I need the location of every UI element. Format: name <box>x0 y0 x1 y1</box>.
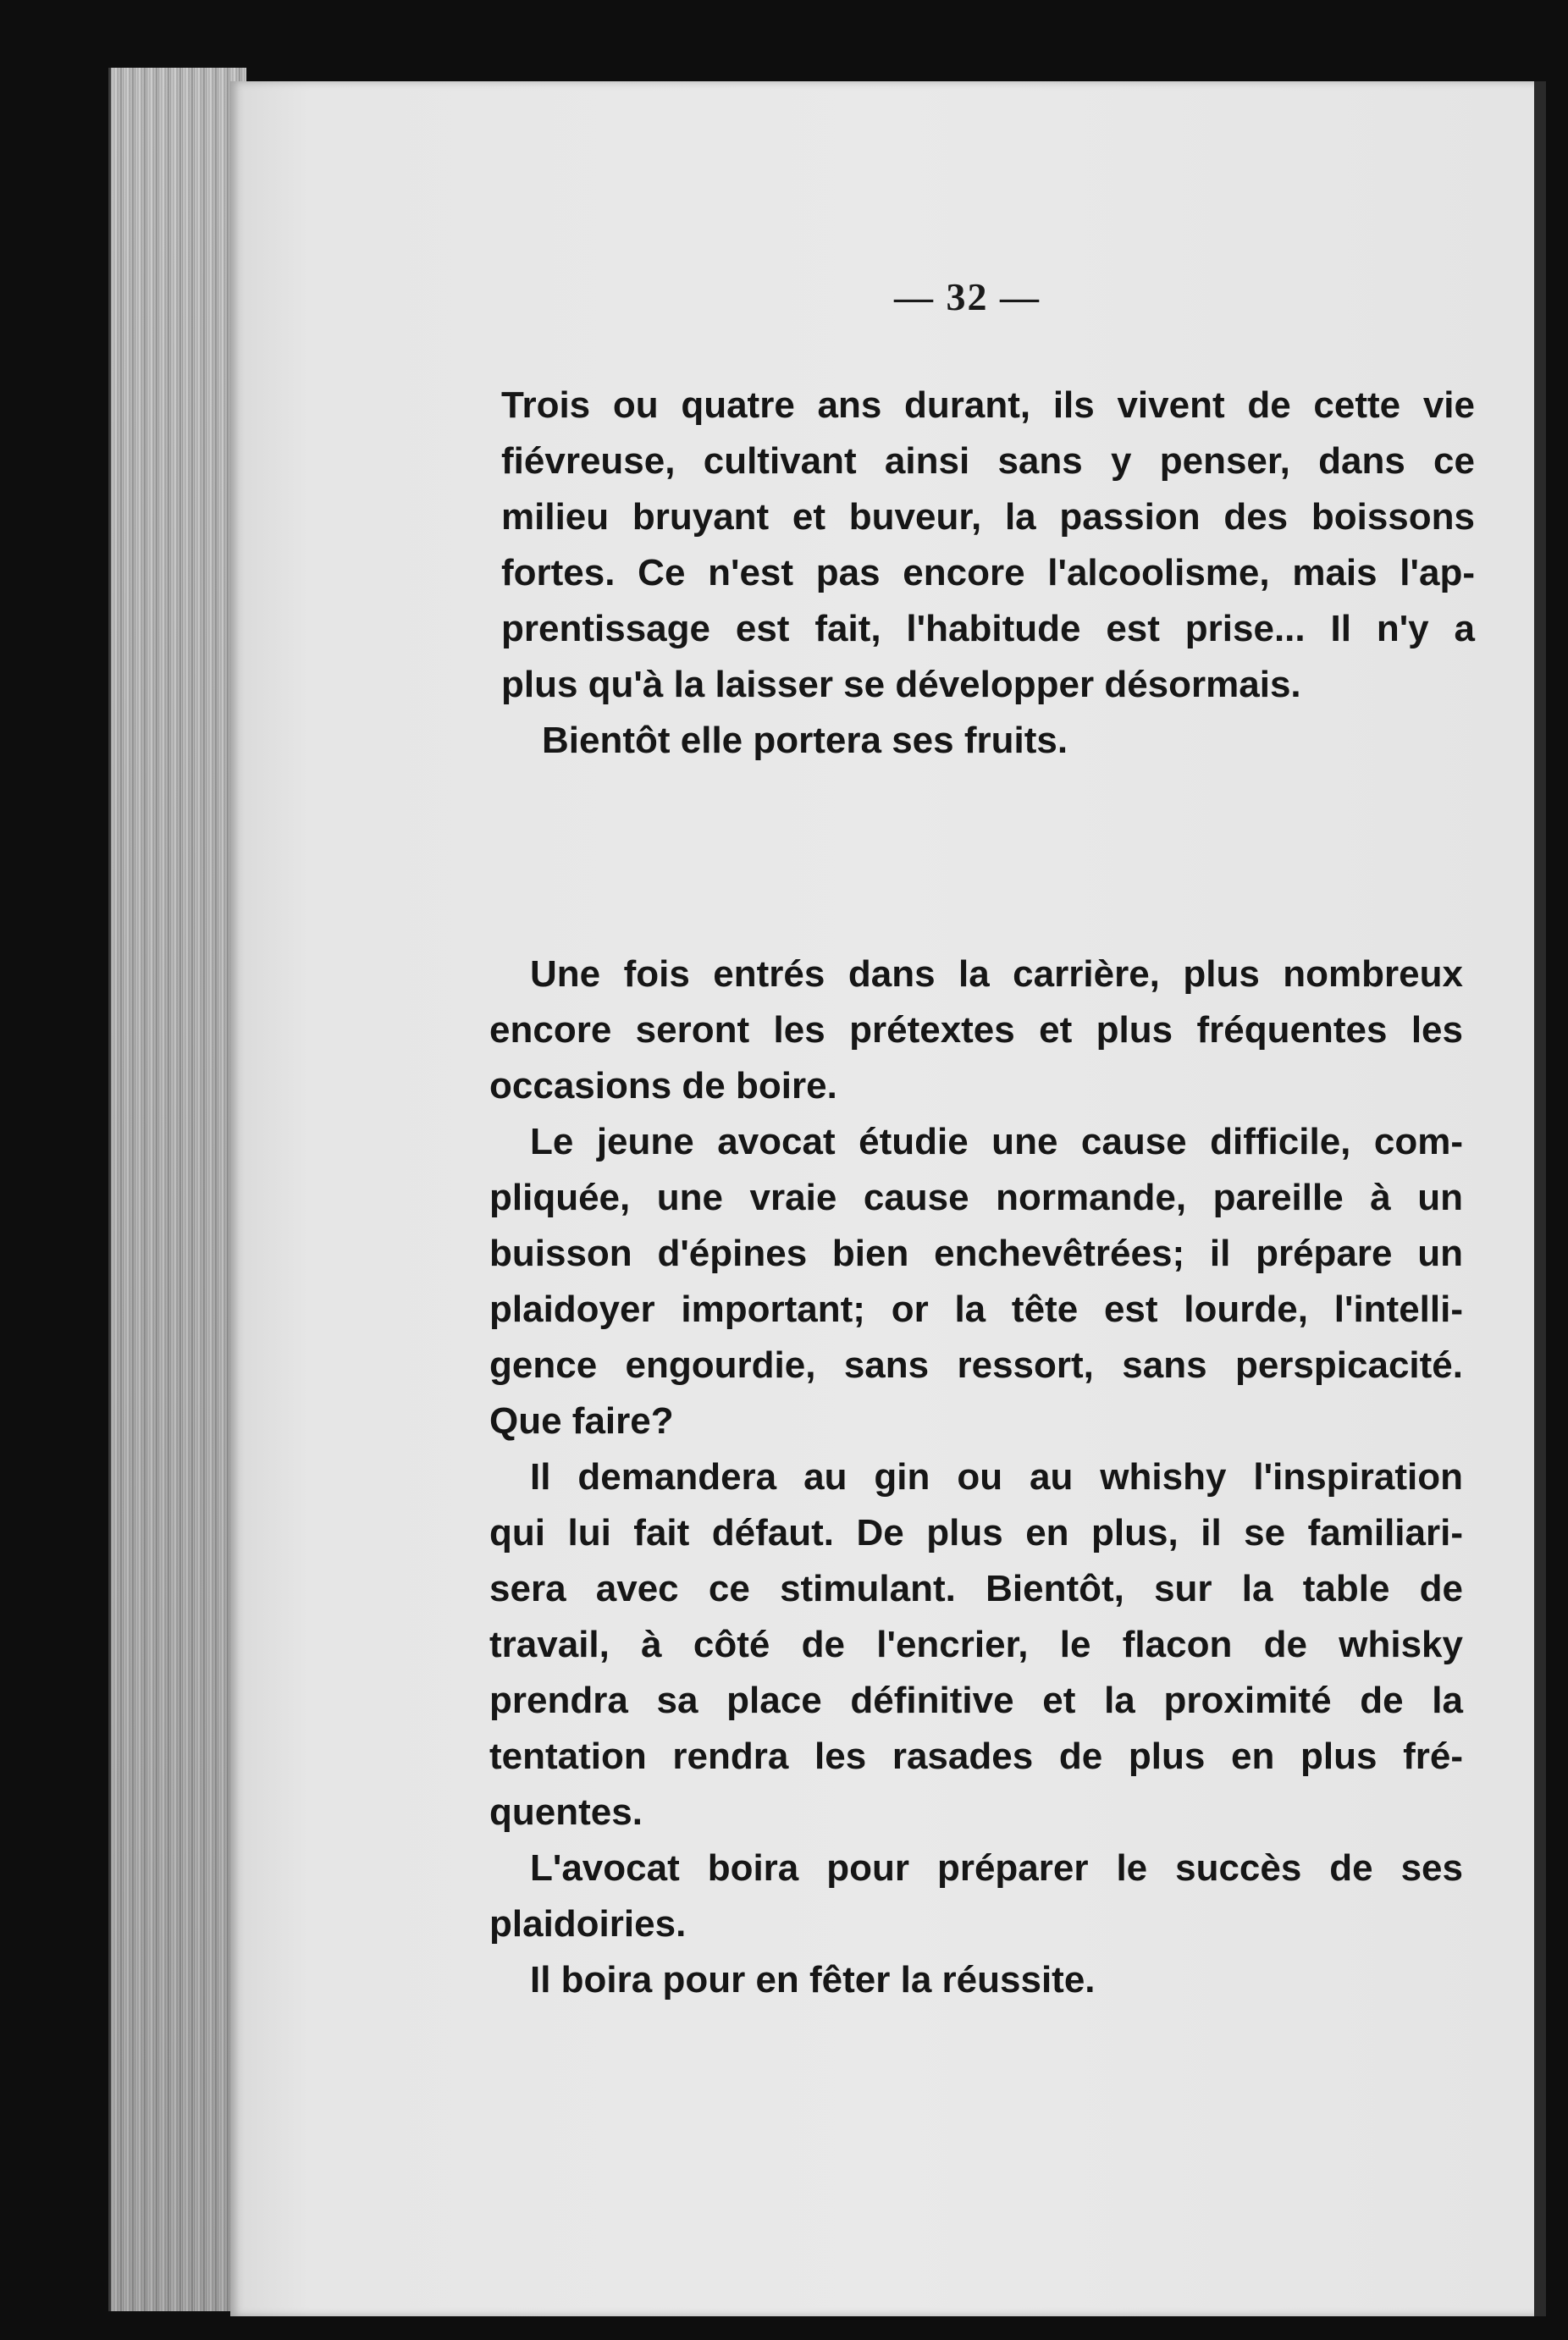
text-line: Trois ou quatre ans durant, ils vivent de cette vie <box>501 384 1475 426</box>
text-line: milieu bruyant et buveur, la passion des boissons <box>501 496 1475 538</box>
text-line: occasions de boire. <box>489 1065 837 1107</box>
text-line: plaidoiries. <box>489 1903 687 1945</box>
text-line: prentissage est fait, l'habitude est prise... Il n'y a <box>501 608 1475 649</box>
paragraph-block-1 <box>501 378 1475 769</box>
text-line: pliquée, une vraie cause normande, pareille à un <box>489 1177 1463 1218</box>
text-line: Bientôt elle portera ses fruits. <box>542 720 1068 761</box>
text-line: fiévreuse, cultivant ainsi sans y penser, dans ce <box>501 440 1475 482</box>
text-line: fortes. Ce n'est pas encore l'alcoolisme, mais l'ap- <box>501 552 1475 593</box>
text-line: Une fois entrés dans la carrière, plus nombreux <box>530 953 1463 995</box>
text-line: qui lui fait défaut. De plus en plus, il se familiari- <box>489 1512 1463 1554</box>
text-line: L'avocat boira pour préparer le succès de ses <box>530 1847 1463 1889</box>
text-line: gence engourdie, sans ressort, sans perspicacité. <box>489 1344 1463 1386</box>
text-line: plaidoyer important; or la tête est lourde, l'intelli- <box>489 1289 1463 1330</box>
paragraph-block-2 <box>489 946 1463 2008</box>
text-line: tentation rendra les rasades de plus en plus fré- <box>489 1736 1463 1777</box>
text-line: plus qu'à la laisser se développer désormais. <box>501 664 1301 705</box>
text-line: buisson d'épines bien enchevêtrées; il prépare un <box>489 1233 1463 1274</box>
text-line: Le jeune avocat étudie une cause difficile, com- <box>530 1121 1463 1162</box>
text-line: Il boira pour en fêter la réussite. <box>530 1959 1096 2001</box>
text-line: quentes. <box>489 1791 643 1833</box>
text-line: travail, à côté de l'encrier, le flacon de whisky <box>489 1624 1463 1665</box>
text-line: prendra sa place définitive et la proximité de la <box>489 1680 1463 1721</box>
text-line: Que faire? <box>489 1400 674 1442</box>
page-right-edge <box>1534 81 1546 2316</box>
text-line: encore seront les prétextes et plus fréquentes les <box>489 1009 1463 1051</box>
text-line: Il demandera au gin ou au whishy l'inspiration <box>530 1456 1463 1498</box>
page-number: — 32 — <box>894 275 1041 318</box>
page-stack-edges <box>108 68 246 2311</box>
text-line: sera avec ce stimulant. Bientôt, sur la table de <box>489 1568 1463 1609</box>
